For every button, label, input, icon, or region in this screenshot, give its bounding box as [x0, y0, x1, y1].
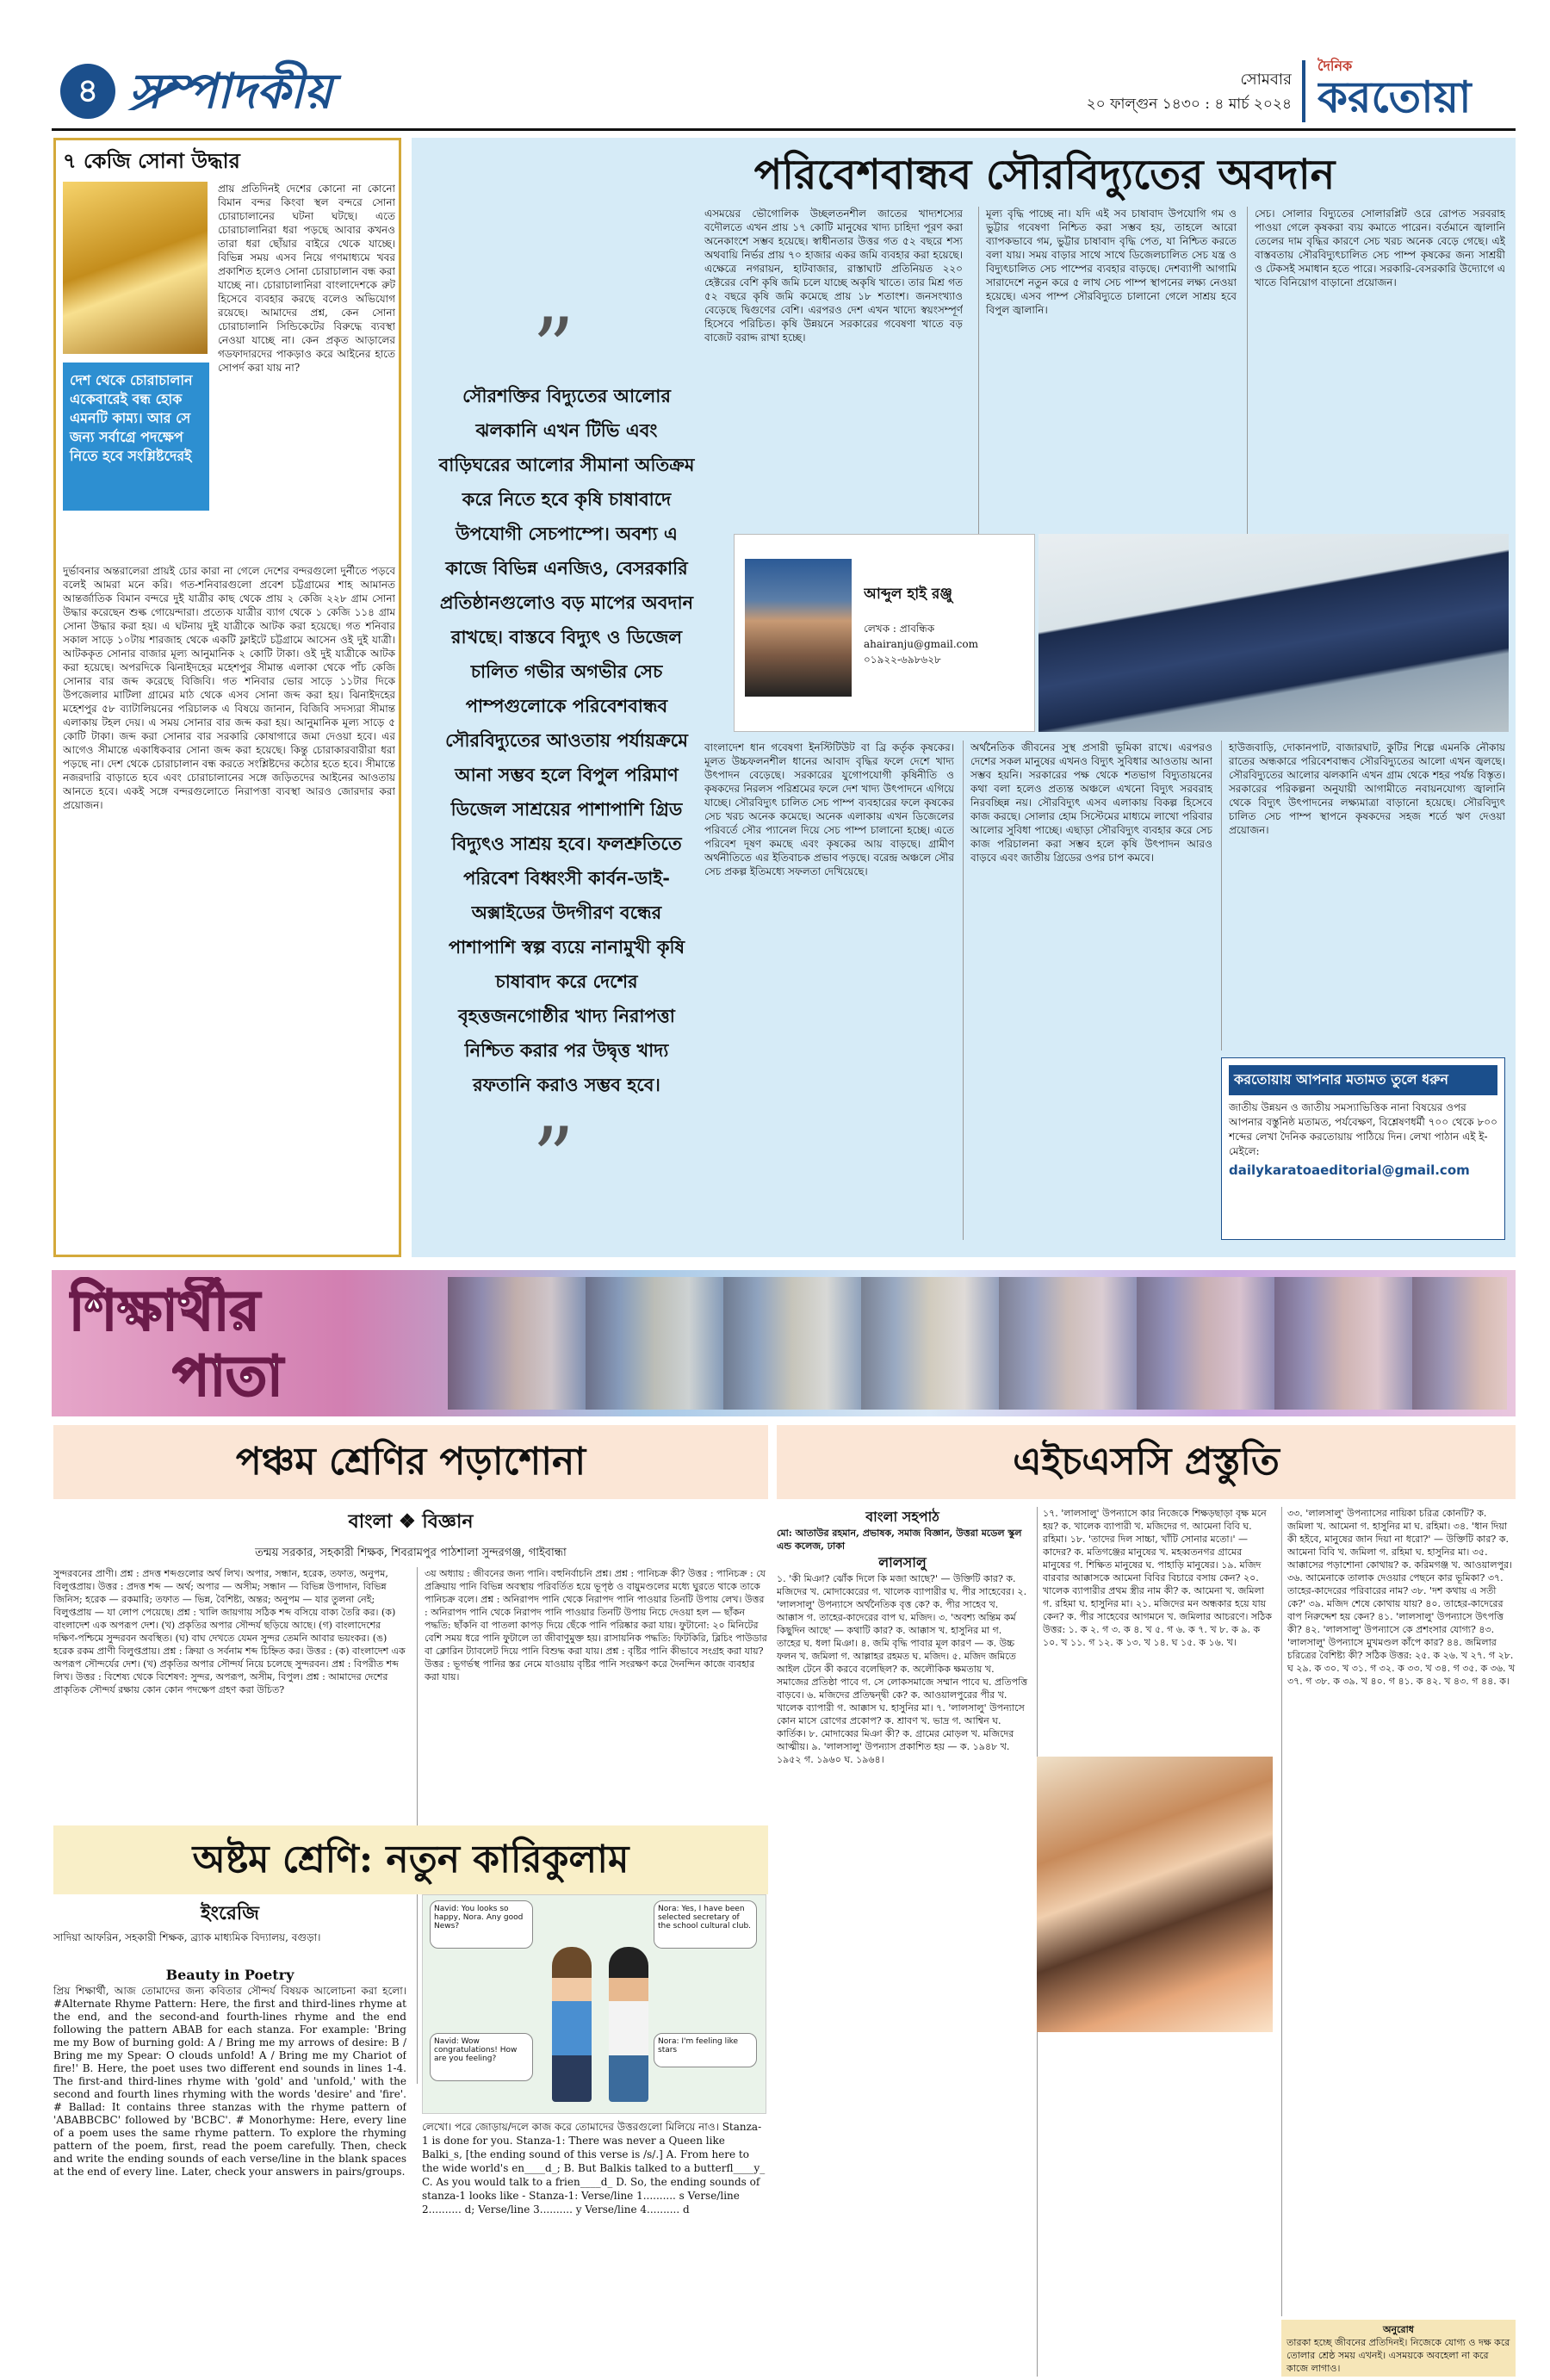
gold-bars-image	[63, 182, 208, 354]
students-photo-collage	[448, 1277, 1507, 1410]
hsc-questions-1: ১. 'কী মিঞা? ঝোঁক দিলে কি মজা আছে?' — উক্তিটি কার? ক. মজিদের খ. মোদাব্বেরের গ. খালেক ব্যাপারীর ঘ. পীর সাহেবের। ২. 'লালসালু' উপন্যাসে অর্থনৈতিক বৃত্ত কে? ক. পীর সাহেব খ. আক্কাস গ. তাহের-কাদেরের বাপ ঘ. মজিদ। ৩. 'অবশ্য অন্তিম কর্ম কিছুদিন আছে' — কথাটি কার? ক. আক্কাস খ. হাসুনির মা গ. তাহের ঘ. ধলা মিঞা। ৪. জমি বৃদ্ধি পাবার মূল কারণ — ক. উচ্চ ফলন খ. জমিলা গ. আল্লাহর রহমত ঘ. মজিদ। ৫. মজিদ জমিতে আইল টেনে কী করবে বলেছিল? ক. অলৌকিক ক্ষমতায় খ. সমাজের প্রতিষ্ঠা পাবে গ. সে লোকসমাজে সম্মান পাবে ঘ. প্রতিপত্তি বাড়বে। ৬. মজিদের প্রতিদ্বন্দ্বী কে? ক. আওয়ালপুরের পীর খ. খালেক ব্যাপারী গ. আক্কাস ঘ. হাসুনির মা। ৭. 'লালসালু' উপন্যাসে কোন মাসে রোগের প্রকোপ? ক. শ্রাবণ খ. ভাদ্র গ. আশ্বিন ঘ. কার্তিক। ৮. মোদাব্বের মিঞা কী? ক. গ্রামের মোড়ল খ. মজিদের আত্মীয়। ৯. 'লালসালু' উপন্যাস প্রকাশিত হয় — ক. ১৯৪৮ খ. ১৯৫২ গ. ১৯৬০ ঘ. ১৯৬৪।	[777, 1573, 1028, 1765]
editorial-headline: পরিবেশবান্ধব সৌরবিদ্যুতের অবদান	[753, 151, 1336, 199]
editorial-lower-column-2: অর্থনৈতিক জীবনের সুস্থ প্রসারী ভূমিকা রাখে। এরপরও দেশের সকল মানুষের এখনও বিদ্যুৎ সুবিধার আওতায় আনা সম্ভব হয়নি। সরকারের পক্ষ থেকে শতভাগ বিদ্যুতায়নের কথা বলা হলেও প্রত্যন্ত অঞ্চলে এখনো বিদ্যুৎ সরবরাহ নিরবচ্ছিন্ন নয়। সৌরবিদ্যুৎ এসব এলাকায় বিকল্প হিসেবে কাজ করছে। সোলার হোম সিস্টেমের মাধ্যমে লাখো পরিবার আলোর সুবিধা পাচ্ছে। এছাড়া সৌরবিদ্যুৎ ব্যবহার করে সেচ কাজ পরিচালনা করা সম্ভব হলে কৃষি উৎপাদন আরও বাড়বে এবং জাতীয় গ্রিডের ওপর চাপ কমবে।	[963, 741, 1212, 1240]
students-cheering-photo	[1037, 1757, 1273, 2032]
class8-subject: ইংরেজি	[201, 1902, 259, 1924]
class5-subjects: বাংলা ❖ বিজ্ঞান	[348, 1510, 474, 1533]
poetry-heading: Beauty in Poetry	[165, 1967, 294, 1983]
editorial-pullquote-box	[429, 207, 704, 1240]
hsc-topic: লালসালু	[878, 1554, 927, 1571]
speech-bubble-nora-2: Nora: I'm feeling like stars	[654, 2033, 757, 2067]
class8-header	[53, 1825, 768, 1894]
hsc-subject: বাংলা সহপাঠ	[865, 1509, 939, 1525]
conversation-illustration	[422, 1894, 766, 2114]
author-photo	[745, 559, 852, 697]
class8-english-column	[53, 1965, 406, 2378]
editorial-column-3: সেচ। সোলার বিদ্যুতের সোলারপ্লিট ওরে রোপত সরবরাহ পাওয়া গেলে কৃষকরা ব্যয় কমাতে পারেন। বর্তমানে জ্বালানি তেলের দাম বৃদ্ধির কারণে সেচ খরচ অনেক বেড়ে গেছে। এই বাস্তবতায় সৌরবিদ্যুৎচালিত সেচ পাম্প কৃষকের জন্য সাশ্রয়ী ও টেকসই সমাধান হতে পারে। সরকারি-বেসরকারি উদ্যোগে এ খাতে বিনিয়োগ বাড়ানো প্রয়োজন।	[1247, 207, 1505, 542]
author-role: লেখক : প্রাবন্ধিক	[864, 623, 935, 635]
class8-exercise-column: লেখো। পরে জোড়ায়/দলে কাজ করে তোমাদের উত্তরগুলো মিলিয়ে নাও। Stanza-1 is done for you. Stanza-1: There was never a Queen like Balki_s, [the ending sound of this verse is /s/.] A. From here to the wide world's en____d_; B. But Balkis talked to a butterfl____y_ C. As you would talk to a frien____d_ D. So, the ending sounds of stanza-1 looks like - Stanza-1: Verse/line 1.......... s Verse/line 2.......... d; Verse/line 3.......... y Verse/line 4.......... d	[422, 2121, 766, 2216]
page-number: ৪	[60, 64, 115, 119]
gold-intro-text: প্রায় প্রতিদিনই দেশের কোনো না কোনো বিমান বন্দর কিংবা স্থল বন্দরে সোনা চোরাচালানের ঘটনা ঘটছে। এতে চোরাচালানিরা ধরা পড়ছে আবার কখনও তারা ধরা ছোঁয়ার বাইরে থেকে যাচ্ছে। বিভিন্ন সময় এসব নিয়ে গণমাধ্যমে খবর প্রকাশিত হলেও সোনা চোরাচালান বন্ধ করা যাচ্ছে না। চোরাচালানিরা বাংলাদেশকে রুট হিসেবে ব্যবহার করছে বলেও অভিযোগ রয়েছে। আমাদের প্রশ্ন, কেন সোনা চোরাচালানি সিন্ডিকেটের বিরুদ্ধে ব্যবস্থা নেওয়া যাচ্ছে না। কেন প্রকৃত আড়ালের গডফাদারদের পাকড়াও করে আইনের হাতে সোপর্দ করা যায় না?	[218, 183, 395, 374]
page-header	[52, 52, 1516, 131]
hsc-header	[777, 1425, 1516, 1499]
hsc-questions-2: ১৭. 'লালসালু' উপন্যাসে কার নিজেকে শিক্ষড়ছাড়া বৃক্ষ মনে হয়? ক. খালেক ব্যাপারী খ. মজিদের গ. আমেনা বিবি ঘ. রহিমা। ১৮. 'তাদের দিল সাচ্চা, খাঁটি সোনার মতো।' — কাদের? ক. মতিগঞ্জের মানুষের খ. মহব্বতনগর গ্রামের মানুষের গ. শিক্ষিত মানুষের ঘ. পাহাড়ি মানুষের। ১৯. মজিদ বারবার আক্কাসকে আমেনা বিবির বিচারে বসায় কেন? ২০. খালেক ব্যাপারীর প্রথম স্ত্রীর নাম কী? ক. আমেনা খ. জমিলা গ. রহিমা ঘ. হাসুনির মা। ২১. মজিদের মন অন্ধকার হয়ে যায় কেন? ক. পীর সাহেবের আগমনে খ. জমিলার আচরণে। সঠিক উত্তর: ১. ক ২. গ ৩. ক ৪. খ ৫. গ ৬. ক ৭. খ ৮. ক ৯. ক ১০. খ ১১. গ ১২. ক ১৩. খ ১৪. ঘ ১৫. ক ১৬. খ।	[1043, 1508, 1272, 1648]
hsc-column-3: ৩৩. 'লালসালু' উপন্যাসের নায়িকা চরিত্র কোনটি? ক. জমিলা খ. আমেনা গ. হাসুনির মা ঘ. রহিমা। ৩৪. 'ধান দিয়া কী হইবে, মানুষের জান দিয়া না ধরো?' — উক্তিটি কার? ক. আমেনা বিবি খ. জমিলা গ. রহিমা ঘ. হাসুনির মা। ৩৫. আক্কাসের পড়াশোনা কোথায়? ক. করিমগঞ্জ খ. আওয়ালপুর। ৩৬. আমেনাকে তালাক দেওয়ার পেছনে কার ভূমিকা? ৩৭. তাহের-কাদেরের পরিবারের নাম? ৩৮. 'দশ কথায় এ সতী কে?' ৩৯. মজিদ শেষে কোথায় যায়? ৪০. তাহের-কাদেরের বাপ নিরুদ্দেশ হয় কেন? ৪১. 'লালসালু' উপন্যাসে উৎপত্তি কী? ৪২. 'লালসালু' উপন্যাসে কে প্রশংসার যোগ্য? ৪৩. 'লালসালু' উপন্যাসে মুখমণ্ডল কাঁপে কার? ৪৪. জমিলার চরিত্রের বৈশিষ্ট্য কী? সঠিক উত্তর: ২৫. ক ২৬. খ ২৭. গ ২৮. ঘ ২৯. ক ৩০. খ ৩১. গ ৩২. ক ৩৩. খ ৩৪. গ ৩৫. ক ৩৬. খ ৩৭. গ ৩৮. ক ৩৯. খ ৪০. গ ৪১. ক ৪২. খ ৪৩. গ ৪৪. ক।	[1281, 1507, 1516, 2316]
author-name: আব্দুল হাই রঞ্জু	[864, 586, 952, 603]
student-page-banner	[52, 1270, 1516, 1416]
editorial-lower-column-3: হাউজবাড়ি, দোকানপাট, বাজারঘাট, কুটির শিল্পে এমনকি নৌকায় রাতের অন্ধকারে পরিবেশবান্ধব সৌরবিদ্যুতের আলো এখন জ্বলছে। সৌরবিদ্যুতের আলোর ঝলকানি এখন গ্রাম থেকে শহর পর্যন্ত বিস্তৃত। সরকারের পরিকল্পনা অনুযায়ী আগামীতে নবায়নযোগ্য জ্বালানি থেকে বিদ্যুৎ উৎপাদনের লক্ষ্যমাত্রা বাড়ানো হয়েছে। সৌরবিদ্যুৎ চালিত সেচ পাম্প স্থাপনে কৃষকদের সহজ শর্তে ঋণ দেওয়া প্রয়োজন।	[1221, 741, 1505, 1051]
editorial-column-1: এসময়ের ভৌগোলিক উচ্ছলতনশীল জাতের খাদ্যশস্যের বদৌলতে এখন প্রায় ১৭ কোটি মানুষের খাদ্য চাহিদা পূরণ করা অনেকাংশে সম্ভব হয়েছে। স্বাধীনতার উত্তর গত ৫২ বছরে শস্য অথবায়ি নির্ভর প্রায় ৭০ হাজার একর জমি ব্যবহার করা হয়েছে। এক্ষেত্রে নগরায়ন, হাটবাজার, রাস্তাঘাট প্রতিনিয়ত ২২০ হেক্টরের বেশি কৃষি জমি চলে যাচ্ছে অকৃষি খাতে। তার মিশ্র গত ৫২ বছরে কৃষি জমি কমেছে প্রায় ১৮ শতাংশ। জনসংখ্যাও বেড়েছে দ্বিগুণের বেশি। এরপরও দেশ এখন খাদ্যে স্বয়ংসম্পূর্ণ হিসেবে পরিচিত। কৃষি উন্নয়নে সরকারের গবেষণা খাতে বড় বাজেট বরাদ্দ রাখা হচ্ছে।	[704, 208, 963, 344]
boy-figure	[552, 1947, 592, 2102]
solar-panels-photo	[1038, 534, 1509, 732]
hsc-title: এইচএসসি প্রস্তুতি	[1013, 1440, 1280, 1484]
class5-science-column: ৩য় অধ্যায় : জীবনের জন্য পানি। বহুনির্বাচনি প্রশ্ন। প্রশ্ন : পানিচক্র কী? উত্তর : পানিচক্র : যে প্রক্রিয়ায় পানি বিভিন্ন অবস্থায় পরিবর্তিত হয়ে ভূপৃষ্ঠ ও বায়ুমণ্ডলের মধ্যে ঘুরতে থাকে তাকে পানিচক্র বলে। প্রশ্ন : অনিরাপদ পানি থেকে নিরাপদ পানি পাওয়ার তিনটি উপায় লেখ। উত্তর : অনিরাপদ পানি থেকে নিরাপদ পানি পাওয়ার তিনটি উপায় নিচে দেওয়া হল — ছাঁকন পদ্ধতি: ছাঁকনি বা পাতলা কাপড় দিয়ে ছেঁকে পানি পরিষ্কার করা যায়। ফুটানো: ২০ মিনিটের বেশি সময় ধরে পানি ফুটালে তা জীবাণুমুক্ত হয়। রাসায়নিক পদ্ধতি: ফিটকিরি, ব্লিচিং পাউডার বা ক্লোরিন ট্যাবলেট দিয়ে পানি বিশুদ্ধ করা যায়। প্রশ্ন : বৃষ্টির পানি কীভাবে সংগ্রহ করা যায়? উত্তর : ভূগর্ভস্থ পানির স্তর নেমে যাওয়ায় বৃষ্টির পানি সংরক্ষণ করে দৈনন্দিন কাজে ব্যবহার করা যায়।	[417, 1567, 768, 2084]
opinion-title: করতোয়ায় আপনার মতামত তুলে ধরুন	[1229, 1065, 1497, 1095]
open-quote-icon: ”	[532, 310, 575, 370]
girl-figure	[609, 1947, 648, 2102]
class8-title: অষ্টম শ্রেণি: নতুন কারিকুলাম	[192, 1838, 629, 1881]
close-quote-icon: ”	[532, 1119, 575, 1180]
gold-headline: ৭ কেজি সোনা উদ্ধার	[63, 148, 240, 173]
speech-bubble-nora-1: Nora: Yes, I have been selected secretary of the school cultural club.	[654, 1900, 757, 1949]
class5-header	[53, 1425, 768, 1499]
author-email: ahairanju@gmail.com	[864, 638, 978, 650]
solar-editorial	[412, 138, 1516, 1257]
header-divider	[1302, 60, 1305, 122]
class5-bangla-column: সুন্দরবনের প্রাণী। প্রশ্ন : প্রদত্ত শব্দগুলোর অর্থ লিখ। অপার, সন্ধান, হরেক, তফাত, অনুপম, বিলুপ্তপ্রায়। উত্তর : প্রদত্ত শব্দ — অর্থ; অপার — অসীম; সন্ধান — বিভিন্ন উপাদান, বিভিন্ন জিনিস; হরেক — রকমারি; তফাত — ভিন্ন, বৈশিষ্ট্য, অন্তর; অনুপম — যার তুলনা নেই; বিলুপ্তপ্রায় — যা লোপ পেয়েছে। প্রশ্ন : খালি জায়গায় সঠিক শব্দ বসিয়ে বাক্য তৈরি কর। (ক) বাংলাদেশ এক অপরূপ দেশ। (খ) প্রকৃতির অপার সৌন্দর্য ছড়িয়ে আছে। (গ) বাংলাদেশের দক্ষিণ-পশ্চিমে সুন্দরবন অবস্থিত। (ঘ) বাঘ দেখতে যেমন সুন্দর তেমনি আবার ভয়ংকর। (ঙ) হরেক রকম প্রাণী বিলুপ্তপ্রায়। প্রশ্ন : ক্রিয়া ও সর্বনাম শব্দ চিহ্নিত কর। উত্তর : (ক) বাংলাদেশ এক অপরূপ সৌন্দর্যের দেশ। (খ) প্রকৃতির অপার সৌন্দর্য নিয়ে চলেছে সুন্দরবন। প্রশ্ন : বিপরীত শব্দ লিখ। উত্তর : বিশেষ্য থেকে বিশেষণ: সুন্দর, অপরূপ, অসীম, বিপুল। প্রশ্ন : আমাদের দেশের প্রাকৃতিক সৌন্দর্য রক্ষায় কোন কোন পদক্ষেপ গ্রহণ করা উচিত?	[53, 1568, 406, 1695]
editorial-pullquote: সৌরশক্তির বিদ্যুতের আলোর ঝলকানি এখন টিভি এবং বাড়িঘরের আলোর সীমানা অতিক্রম করে নিতে হবে কৃষি চাষাবাদে উপযোগী সেচপাম্পে। অবশ্য এ কাজে বিভিন্ন এনজিও, বেসরকারি প্রতিষ্ঠানগুলোও বড় মাপের অবদান রাখছে। বাস্তবে বিদ্যুৎ ও ডিজেল চালিত গভীর অগভীর সেচ পাম্পগুলোকে পরিবেশবান্ধব সৌরবিদ্যুতের আওতায় পর্যায়ক্রমে আনা সম্ভব হলে বিপুল পরিমাণ ডিজেল সাশ্রয়ের পাশাপাশি গ্রিড বিদ্যুৎও সাশ্রয় হবে। ফলশ্রুতিতে পরিবেশ বিধ্বংসী কার্বন-ডাই-অক্সাইডের উদগীরণ বন্ধের পাশাপাশি স্বল্প ব্যয়ে নানামুখী কৃষি চাষাবাদ করে দেশের বৃহত্তজনগোষ্ঠীর খাদ্য নিরাপত্তা নিশ্চিত করার পর উদ্বৃত্ত খাদ্য রফতানি করাও সম্ভব হবে।	[438, 385, 695, 1095]
header-date: ২০ ফাল্গুন ১৪৩০ : ৪ মার্চ ২০২৪	[1086, 96, 1292, 113]
brand-prefix: দৈনিক	[1318, 58, 1353, 74]
author-phone: ০১৯২২-৬৯৮৬২৮	[864, 654, 941, 666]
author-card	[734, 534, 1035, 732]
banner-title-line2: পাতা	[172, 1344, 283, 1409]
request-note-box	[1281, 2320, 1516, 2377]
class5-title: পঞ্চম শ্রেণির পড়াশোনা	[235, 1440, 586, 1484]
gold-pullquote: দেশ থেকে চোরাচালান একেবারেই বন্ধ হোক এমনটি কাম্য। আর সে জন্য সর্বাগ্রে পদক্ষেপ নিতে হবে সংশ্লিষ্টদেরই	[63, 363, 209, 511]
poetry-body: প্রিয় শিক্ষার্থী, আজ তোমাদের জন্য কবিতার সৌন্দর্য বিষয়ক আলোচনা করা হলো। #Alternate Rhyme Pattern: Here, the first and third-lines rhyme at the end, and the second-and fourth-lines rhyme and the end following the pattern ABAB for each stanza. For example: 'Bring me my Bow of burning gold: A / Bring me my arrows of desire: B / Bring me my Spear: O clouds unfold! A / Bring me my Chariot of fire!' B. Here, the poet uses two different end sounds in lines 1-4. The first-and third-lines rhyme with 'gold' and 'unfold,' with the second and fourth lines rhyming with the words 'desire' and 'fire'. # Ballad: It contains three stanzas with the rhyme pattern of 'ABABBCBC' followed by 'BCBC'. # Monorhyme: Here, every line of a poem uses the same rhyme pattern. To explore the rhyming pattern of the poem, first, read the poem carefully. Then, check and write the ending sounds of each verse/line in the blank spaces at the end of every line. Later, check your answers in pairs/groups.	[53, 1985, 406, 2178]
opinion-body: জাতীয় উন্নয়ন ও জাতীয় সমস্যাভিত্তিক নানা বিষয়ের ওপর আপনার বস্তুনিষ্ঠ মতামত, পর্যবেক্ষণ, বিশ্লেষণধর্মী ৭০০ থেকে ৮০০ শব্দের লেখা দৈনিক করতোয়ায় পাঠিয়ে দিন। লেখা পাঠান এই ই-মেইলে:	[1229, 1101, 1497, 1157]
class8-author: সাদিয়া আফরিন, সহকারী শিক্ষক, ব্র্যাক মাধ্যমিক বিদ্যালয়, বগুড়া।	[53, 1931, 321, 1943]
hsc-author: মো: আতাউর রহমান, প্রভাষক, সমাজ বিজ্ঞান, উত্তরা মডেল স্কুল এন্ড কলেজ, ঢাকা	[777, 1528, 1022, 1552]
speech-bubble-navid-1: Navid: You looks so happy, Nora. Any good News?	[430, 1900, 533, 1949]
hsc-column-1	[777, 1507, 1028, 2377]
gold-smuggling-editorial	[53, 138, 401, 1257]
gold-body-text: দুর্ভাবনার অন্তরালেরা প্রায়ই চোর কারা না গেলে দেশের বন্দরগুলো দুর্নীতে পড়বে বলেই আমরা মনে করি। গত-শনিবারগুলো প্রবেশ চট্টগ্রামের শাহ আমানত আন্তর্জাতিক বিমান বন্দরে দুই যাত্রীর কাছ থেকে প্রায় ২ কেজি ২২৮ গ্রাম সোনা উদ্ধার করেছেন শুল্ক গোয়েন্দারা। প্রত্যেক যাত্রীর ব্যাগ থেকে ১ কেজি ১১৪ গ্রাম সোনা উদ্ধার করা হয়। এ ঘটনায় দুই যাত্রীকে আটক করা হয়েছে। গত শনিবার সকাল সাড়ে ১০টায় শারজাহ থেকে একটি ফ্লাইটে চট্টগ্রামে আসেন ওই দুই যাত্রী। আটককৃত সোনার বাজার মূল্য আনুমানিক ২ কোটি টাকা। ওই দুই যাত্রীকে আটক করা হয়েছে। অপরদিকে ঝিনাইদহের মহেশপুর সীমান্ত এলাকা থেকে পাঁচ কেজি সোনার বার জব্দ করেছে বিজিবি। গত শনিবার ভোর সাড়ে ১১টার দিকে উপজেলার মাটিলা গ্রামের মাঠ থেকে এসব সোনা জব্দ করা হয়। ঝিনাইদহের মহেশপুর ৫৮ ব্যাটালিয়নের পরিচালক এ বিষয়ে জানান, বিজিবি সদস্যরা সীমান্ত এলাকায় টহল দেয়। এ সময় সোনার বার জব্দ করা হয়। আনুমানিক মূল্য সাড়ে ৫ কোটি টাকা। জব্দ করা সোনার বার সরকারি কোষাগারে জমা দেওয়া হবে। এর আগেও সীমান্তে একাধিকবার সোনা জব্দ করা হয়েছে। কিন্তু চোরাকারবারীরা ধরা পড়ছে না। দেশ থেকে চোরাচালান বন্ধ করতে সংশ্লিষ্টদের কঠোর হতে হবে। সীমান্তে নজরদারি বাড়াতে হবে এবং চোরাচালানের সঙ্গে জড়িতদের আইনের আওতায় আনতে হবে। একই সঙ্গে বন্দরগুলোতে নিরাপত্তা ব্যবস্থা আরও জোরদার করা প্রয়োজন।	[63, 565, 395, 811]
request-note-body: তারকা হচ্ছে জীবনের প্রতিদিনই। নিজেকে যোগ্য ও দক্ষ করে তোলার শ্রেষ্ঠ সময় এখনই। এসময়কে অবহেলা না করে কাজে লাগাও।	[1286, 2337, 1510, 2374]
speech-bubble-navid-2: Navid: Wow congratulations! How are you feeling?	[430, 2033, 533, 2081]
opinion-email-link[interactable]: dailykaratoaeditorial@gmail.com	[1229, 1162, 1470, 1178]
author-meta	[864, 621, 1027, 681]
editorial-lower-column-1: বাংলাদেশ ধান গবেষণা ইনস্টিটিউট বা ব্রি কর্তৃক কৃষকের। মূলত উচ্চফলনশীল ধানের আবাদ বৃদ্ধির ফলে দেশে খাদ্য উৎপাদন বেড়েছে। সরকারের যুগোপযোগী কৃষিনীতি ও কৃষকদের নিরলস পরিশ্রমের ফলে দেশ খাদ্য উৎপাদনে এগিয়ে যাচ্ছে। সৌরবিদ্যুৎ চালিত সেচ পাম্প ব্যবহারের ফলে কৃষকের সেচ খরচ অনেক কমেছে। অনেক এলাকায় এখন ডিজেলের পরিবর্তে সৌর প্যানেল দিয়ে সেচ পাম্প চালানো হচ্ছে। এতে পরিবেশ দূষণ কমছে এবং কৃষকের আয় বাড়ছে। গ্রামীণ অর্থনীতিতে এর ইতিবাচক প্রভাব পড়ছে। বরেন্দ্র অঞ্চলে সৌর সেচ প্রকল্প ইতিমধ্যে সফলতা দেখিয়েছে।	[704, 741, 954, 877]
opinion-invite-box	[1221, 1057, 1505, 1240]
banner-title-line1: শিক্ষার্থীর	[69, 1279, 260, 1343]
request-note-title: অনুরোধ	[1383, 2324, 1414, 2335]
brand-logo: করতোয়া	[1318, 71, 1472, 122]
section-title: সম্পাদকীয়	[129, 63, 332, 120]
class5-author: তন্ময় সরকার, সহকারী শিক্ষক, শিবরামপুর পাঠশালা সুন্দরগঞ্জ, গাইবান্ধা	[255, 1546, 567, 1559]
header-day: সোমবার	[1240, 71, 1292, 88]
editorial-column-2: মূল্য বৃদ্ধি পাচ্ছে না। যদি এই সব চাষাবাদ উপযোগি গম ও ভুট্টার গবেষণা নিশ্চিত করা সম্ভব হয়, তাহলে আরো ব্যাপকভাবে গম, ভুট্টার চাষাবাদ বৃদ্ধি পেত, যা নিশ্চিত করতে বলা যায়। সময় বাড়ার সাথে সাথে ডিজেলচালিত সেচ যন্ত্র ও বিদ্যুৎচালিত সেচ পাম্পের ব্যবহার বাড়ছে। দেশব্যাপী আগামি সারাদেশে নতুন করে ৫ লাখ সেচ পাম্প স্থাপনের লক্ষ্য নেওয়া হয়েছে। এসব পাম্প সৌরবিদ্যুতে চালানো গেলে সাশ্রয় হবে বিপুল জ্বালানি।	[978, 207, 1237, 542]
